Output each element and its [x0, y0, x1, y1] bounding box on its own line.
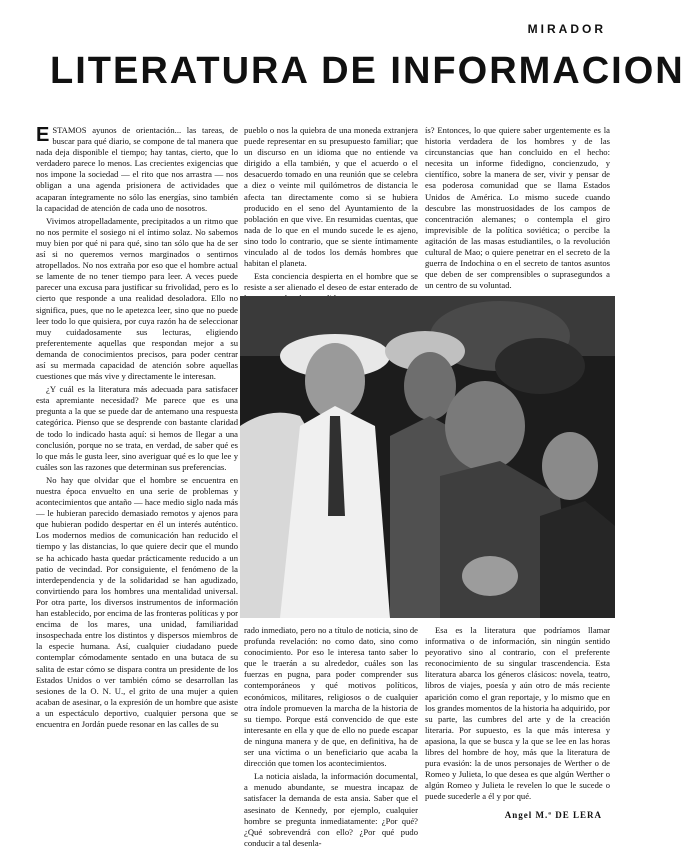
paragraph: ¿Y cuál es la literatura más adecuada para satisfacer esta apremiante necesidad? Me parece que es una pregunta a la que se puede dar de antemano una respuesta categórica. Pienso que se desprende con bastante claridad de todo lo indicado hasta aquí: si hemos de llegar a una conclusión, porque no se trata, en verdad, de saber qué es lo que más le gusta leer, sino averiguar qué es lo que lee y cuáles son las razones que determinan sus preferencias.	[36, 384, 238, 472]
paragraph: La noticia aislada, la información documental, a menudo abundante, se muestra incapaz de satisfacer la demanda de esta ansia. Saber que el asesinato de Kennedy, por ejemplo, cualquier hombre se pregunta inmediatamente: ¿Por qué? ¿Qué sobrevendrá con ello? ¿Por qué pudo conducir a tal desenla-	[244, 771, 418, 848]
section-label: MIRADOR	[527, 22, 606, 36]
column-1	[36, 125, 238, 815]
paragraph: Vivimos atropelladamente, precipitados a un ritmo que no nos permite el sosiego ni el íntimo solaz. No sabemos muy bien por qué ni para qué, sino tan sólo que ha de ser así si no queremos vernos marginados o sentirnos atropellados. No nos extraña por eso que el hombre actual se lamente de no tener tiempo para leer. A veces puede parecer una excusa para justificar su frivolidad, pero es lo cierto que responde a una realidad desoladora. Ello no significa, pues, que no le apetezca leer, sino que no puede leer todo lo que quisiera, por cuya razón ha de seleccionar muy cuidadosamente sus lecturas, eligiendo preferentemente aquellas que respondan mejor a su demanda de conocimientos precisos, para poder centrar así su mermada capacidad de atención sobre aquellas cuestiones que más vive y directamente le interesan.	[36, 215, 238, 382]
paragraph	[36, 125, 238, 214]
paragraph: No hay que olvidar que el hombre se encuentra en nuestra época envuelto en una serie de problemas y acontecimientos que antaño — hace medio siglo nada más — le hubieran parecido demasiado remotos y ajenos para que hubieran podido despertar en él un interés auténtico. Los modernos medios de comunicación han reducido el tiempo y las distancias, lo que quiere decir que el mundo se ha achicado hasta quedar prácticamente reducido a un patio de vecindad. Por consiguiente, el fenómeno de la interdependencia y de la solidaridad se han agudizado, convirtiendo para los hombres una mentalidad universal. Por otra parte, los diversos instrumentos de información han establecido, por encima de las fronteras políticas y por encima de los mares, una unidad, familiaridad insospechada entre los distintos y dispersos miembros de la especie humana. Así, cualquier ciudadano puede contemplar cómodamente sentado en una butaca de su salita de estar cómo se dispara contra un presidente de los Estados Unidos o ver también cómo se desarrollan las sesiones de la O. N. U., el grito de una mujer a quien acaban de asesinar, o la expresión de un hombre que asiste a un espectáculo deportivo, cualquier persona que se encuentra en Jordán puede resonar en las calles de su	[36, 474, 238, 729]
paragraph: pueblo o nos la quiebra de una moneda extranjera puede representar en su presupuesto familiar; que un discurso en un idioma que no entiende va dirigido a ella también, y que el acuerdo o el desacuerdo tomado en una reunión que se celebra a diez o veinte mil quilómetros de distancia le afecta tan directamente como si se hubiera producido en el seno del Ayuntamiento de la población en que vive. En resumidas cuentas, que nada de lo que en el mundo sucede le es ajeno, sino todo lo contrario, que se siente íntimamente vinculado al de todos los demás hombres que habitan el planeta.	[244, 125, 418, 269]
paragraph: ís? Entonces, lo que quiere saber urgentemente es la historia verdadera de los hombres y de las circunstancias que han concluido en el hecho: necesita un informe fidedigno, concienzudo, y científico, sobre la manera de ser, vivir y pensar de esa poderosa comunidad que se llama Estados Unidos de América. Lo mismo sucede cuando descubre las monstruosidades de los campos de concentración alemanes; o contempla el giro imprevisible de la política soviética; o percibe la agitación de las masas estudiantiles, o la revolución cultural de Mao; o quiere penetrar en el secreto de la guerra de Indochina o en el secreto de tantos asuntos que deben de ser comprensibles o suprasegundos a un centro de su voluntad.	[425, 125, 610, 291]
column-3	[425, 125, 610, 290]
column-4	[244, 625, 418, 848]
column-2	[244, 125, 418, 293]
paragraph: rado inmediato, pero no a título de noticia, sino de profunda revelación: no como dato, sino como conocimiento. Por eso le interesa tanto saber lo que le traerán a su alrededor, cuáles son las fuerzas en pugna, para poder comprender sus contemporáneos y qué motivos políticos, económicos, militares, religiosos o de cualquier otra índole promueven la marcha de la historia de su tiempo. Porque está convencido de que este interesante en ella y que de ello no puede escapar de ninguna manera y de que, en definitiva, ha de ser una víctima o un beneficiario que acaba la dirección que tomen los acontecimientos.	[244, 625, 418, 769]
paragraph: Esa es la literatura que podríamos llamar informativa o de información, sin ningún sentido peyorativo sino al contrario, con el preferente reconocimiento de su singular trascendencia. Esta literatura abarca los géneros clásicos: novela, teatro, libros de viajes, poesía y aún otro de más reciente aparición como el gran reportaje, y lo mismo que en los grandes momentos de la historia ha adquirido, por su parte, las cumbres del arte y de la creación literaria. Por supuesto, es la que más interesa y apasiona, la que se busca y la que se lee en las horas libres del hombre de hoy, más que la literatura de pura evasión: la de unos personajes de Werther o de Romeo y Julieta, lo que desea es que algún Werther o algún Romeo y Julieta le revelen lo que le sucede o puede sucederle a él y por qué.	[425, 625, 610, 802]
byline: Angel M.ª DE LERA	[504, 810, 602, 820]
paragraph-text: STAMOS ayunos de orientación... las tareas, de buscar para qué diario, se compone de tal manera que nada deja disponible el tiempo; hay tantas, cierto, que lo verdadero parece lo menos. Las crecientes exigencias que nos impone la sociedad — el rito que nos arrastra — nos obligan a una agenda prisionera de actividades que acaparan íntegramente no sólo las energías, sino también la capacidad de atención de cada uno de nosotros.	[36, 125, 238, 213]
photo-graphic	[240, 296, 615, 618]
headline: LITERATURA DE INFORMACION	[50, 50, 685, 92]
column-5	[425, 625, 610, 815]
paragraph: Esta conciencia despierta en el hombre que se resiste a ser alienado el deseo de estar enterado de	[244, 271, 418, 293]
photograph-of-men-icon	[240, 296, 615, 618]
drop-cap: E	[36, 124, 50, 146]
